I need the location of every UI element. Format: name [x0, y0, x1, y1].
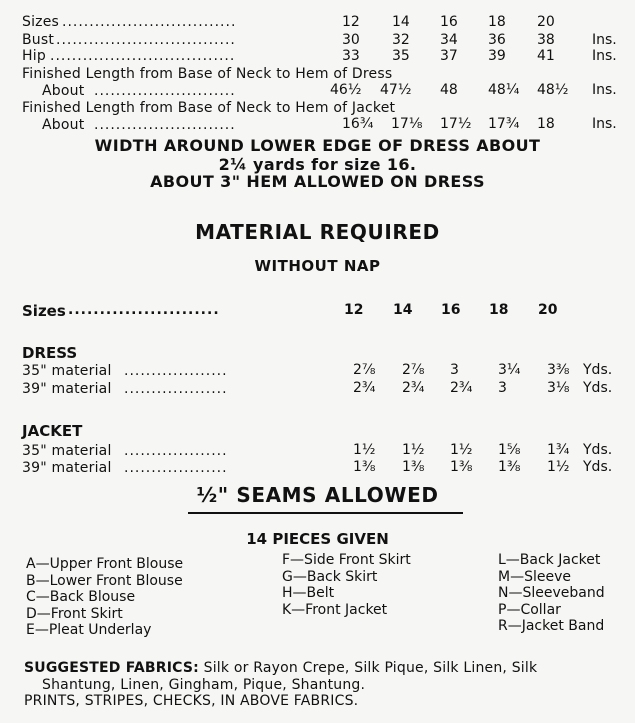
- about-label: About: [42, 83, 85, 99]
- value-cell: 17¾: [488, 116, 520, 132]
- fabrics-label: SUGGESTED FABRICS:: [24, 660, 199, 676]
- value-cell: 48¼: [488, 82, 520, 98]
- value-cell: 33: [342, 48, 360, 64]
- material-value: 3⅛: [547, 380, 570, 396]
- piece-item: G—Back Skirt: [282, 568, 378, 585]
- section-dress: DRESS: [22, 344, 78, 362]
- piece-item: A—Upper Front Blouse: [26, 556, 184, 572]
- unit-label: Ins.: [592, 48, 617, 64]
- piece-item: B—Lower Front Blouse: [26, 572, 183, 589]
- dress-length-label: Finished Length from Base of Neck to Hem of Dress: [22, 66, 393, 82]
- pieces-column-1: [26, 556, 183, 639]
- material-value: 2¾: [402, 380, 425, 396]
- note-yards: 2¼ yards for size 16.: [218, 155, 417, 174]
- size-cell: 12: [342, 14, 360, 30]
- value-cell: 38: [537, 32, 555, 48]
- material-row-label: 35" material: [22, 443, 112, 459]
- piece-item: E—Pleat Underlay: [26, 622, 152, 638]
- material-value: 1¾: [547, 442, 570, 458]
- material-size-cell: 20: [538, 302, 558, 318]
- material-value: 3⅜: [547, 362, 570, 378]
- material-sizes-label: Sizes: [22, 302, 66, 320]
- material-value: 3: [450, 362, 459, 378]
- value-cell: 34: [440, 32, 458, 48]
- material-value: 2⅞: [353, 362, 376, 378]
- piece-item: P—Collar: [498, 601, 561, 618]
- leader-dots: ..................................: [50, 48, 236, 64]
- piece-item: L—Back Jacket: [498, 552, 601, 568]
- leader-dots: ...................: [124, 363, 228, 379]
- material-value: 2¾: [450, 380, 473, 396]
- material-value: 1⅜: [498, 459, 521, 475]
- material-subtitle: WITHOUT NAP: [254, 257, 381, 275]
- jacket-length-label: Finished Length from Base of Neck to Hem of Jacket: [22, 100, 396, 116]
- material-value: 1½: [402, 442, 425, 458]
- unit-label: Yds.: [583, 442, 613, 458]
- value-cell: 30: [342, 32, 360, 48]
- leader-dots: ...................: [124, 381, 228, 397]
- fabrics-text-3: PRINTS, STRIPES, CHECKS, IN ABOVE FABRICS.: [24, 693, 359, 709]
- value-cell: 39: [488, 48, 506, 64]
- section-jacket: JACKET: [22, 422, 83, 440]
- piece-item: M—Sleeve: [498, 568, 571, 585]
- piece-item: N—Sleeveband: [498, 585, 605, 601]
- material-value: 3¼: [498, 362, 521, 378]
- material-size-cell: 16: [441, 302, 461, 318]
- material-value: 1½: [547, 459, 570, 475]
- unit-label: Yds.: [583, 362, 613, 378]
- value-cell: 35: [392, 48, 410, 64]
- pieces-title: 14 PIECES GIVEN: [246, 530, 389, 548]
- material-value: 1⅜: [450, 459, 473, 475]
- value-cell: 18: [537, 116, 555, 132]
- piece-item: F—Side Front Skirt: [282, 552, 411, 568]
- seams-underline: [188, 512, 463, 514]
- piece-item: D—Front Skirt: [26, 605, 123, 622]
- value-cell: 48: [440, 82, 458, 98]
- material-title: MATERIAL REQUIRED: [195, 220, 440, 244]
- value-cell: 16¾: [342, 116, 374, 132]
- material-value: 2⅞: [402, 362, 425, 378]
- leader-dots: ..........................: [94, 117, 236, 133]
- row-label-bust: Bust: [22, 32, 55, 48]
- fabrics-text-1: Silk or Rayon Crepe, Silk Pique, Silk Linen, Silk: [203, 660, 538, 676]
- piece-item: H—Belt: [282, 585, 335, 601]
- material-value: 3: [498, 380, 507, 396]
- material-size-cell: 18: [489, 302, 509, 318]
- value-cell: 17⅛: [391, 116, 423, 132]
- fabrics-text-2: Shantung, Linen, Gingham, Pique, Shantung.: [42, 677, 366, 693]
- piece-item: C—Back Blouse: [26, 589, 136, 605]
- material-size-cell: 12: [344, 302, 364, 318]
- value-cell: 37: [440, 48, 458, 64]
- value-cell: 48½: [537, 82, 569, 98]
- piece-item: R—Jacket Band: [498, 618, 605, 634]
- value-cell: 32: [392, 32, 410, 48]
- material-row-label: 39" material: [22, 381, 112, 397]
- seams-heading: ½" SEAMS ALLOWED: [196, 483, 439, 507]
- piece-item: K—Front Jacket: [282, 601, 388, 618]
- size-cell: 20: [537, 14, 555, 30]
- unit-label: Ins.: [592, 116, 617, 132]
- size-cell: 14: [392, 14, 410, 30]
- leader-dots: ........................: [68, 302, 220, 318]
- material-size-cell: 14: [393, 302, 413, 318]
- unit-label: Yds.: [583, 380, 613, 396]
- value-cell: 17½: [440, 116, 472, 132]
- value-cell: 36: [488, 32, 506, 48]
- value-cell: 41: [537, 48, 555, 64]
- note-hem: ABOUT 3" HEM ALLOWED ON DRESS: [150, 172, 485, 191]
- pieces-column-2: [282, 552, 411, 618]
- material-value: 1⅝: [498, 442, 521, 458]
- row-label-sizes: Sizes: [22, 14, 60, 30]
- unit-label: Ins.: [592, 32, 617, 48]
- leader-dots: .................................: [56, 32, 236, 48]
- fabrics-line-1: [24, 660, 537, 676]
- material-row-label: 35" material: [22, 363, 112, 379]
- material-value: 1½: [353, 442, 376, 458]
- leader-dots: ...................: [124, 460, 228, 476]
- value-cell: 46½: [330, 82, 362, 98]
- size-cell: 18: [488, 14, 506, 30]
- unit-label: Ins.: [592, 82, 617, 98]
- material-value: 1½: [450, 442, 473, 458]
- note-width: WIDTH AROUND LOWER EDGE OF DRESS ABOUT: [94, 136, 541, 155]
- material-value: 1⅜: [353, 459, 376, 475]
- leader-dots: ..........................: [94, 83, 236, 99]
- unit-label: Yds.: [583, 459, 613, 475]
- size-cell: 16: [440, 14, 458, 30]
- value-cell: 47½: [380, 82, 412, 98]
- row-label-hip: Hip: [22, 48, 46, 64]
- material-value: 2¾: [353, 380, 376, 396]
- material-value: 1⅜: [402, 459, 425, 475]
- material-row-label: 39" material: [22, 460, 112, 476]
- about-label: About: [42, 117, 85, 133]
- leader-dots: ................................: [62, 14, 237, 30]
- leader-dots: ...................: [124, 443, 228, 459]
- pieces-column-3: [498, 552, 605, 635]
